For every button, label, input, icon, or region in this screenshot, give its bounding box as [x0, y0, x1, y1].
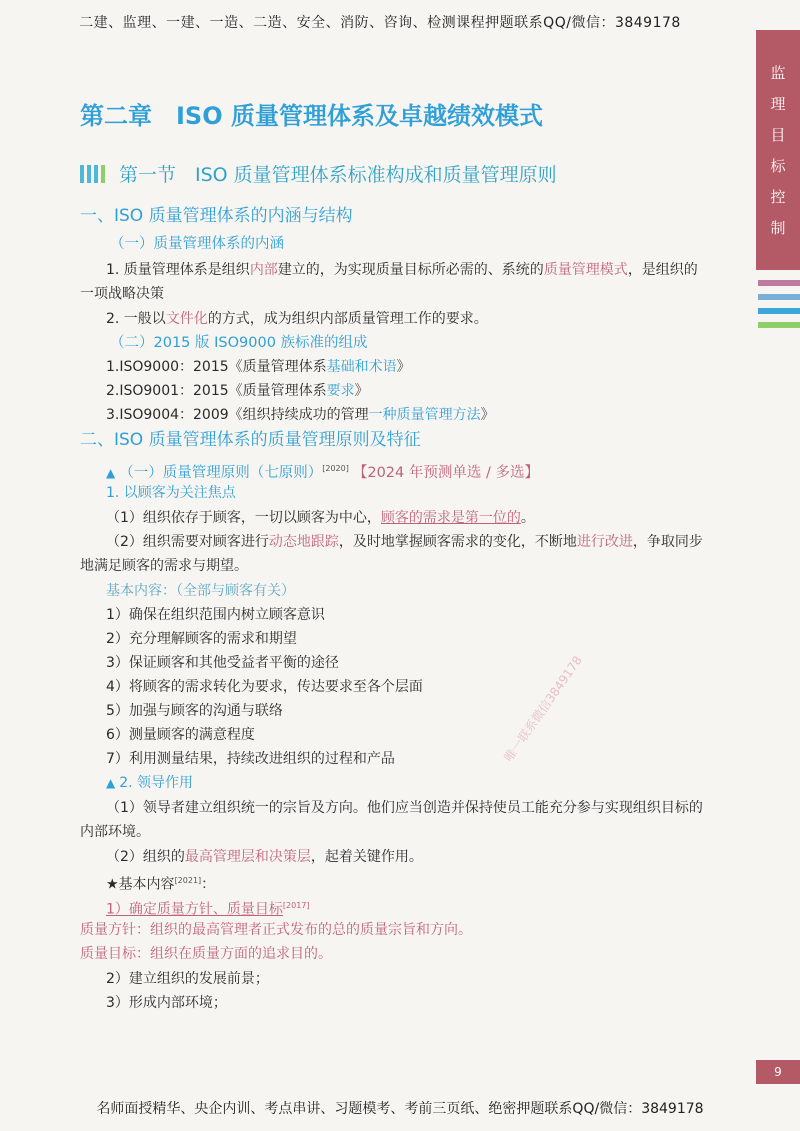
part1-paragraph1-cont: 一项战略决策 [80, 286, 164, 302]
side-stripe-pink [758, 280, 800, 286]
customer-focus-heading: 1. 以顾客为关注焦点 [106, 485, 236, 501]
list-item: 2）充分理解顾客的需求和期望 [106, 631, 297, 647]
standard-item: 1.ISO9000：2015《质量管理体系基础和术语》 [106, 359, 411, 375]
standard-item: 2.ISO9001：2015《质量管理体系要求》 [106, 383, 369, 399]
list-item: 3）保证顾客和其他受益者平衡的途径 [106, 655, 339, 671]
customer-point2: （2）组织需要对顾客进行动态地跟踪，及时地掌握顾客需求的变化，不断地进行改进，争取同步 [106, 534, 703, 550]
leadership-item3: 3）形成内部环境； [106, 995, 227, 1011]
side-tab-char: 制 [770, 219, 786, 237]
triangle-icon: ▲ [106, 465, 116, 480]
triangle-icon: ▲ [106, 776, 116, 790]
standard-item: 3.ISO9004：2009《组织持续成功的管理一种质量管理方法》 [106, 407, 495, 423]
watermark: 唯一联系微信3849178 [501, 653, 585, 765]
side-tab-char: 目 [770, 126, 786, 144]
side-stripe-blue [758, 294, 800, 300]
footer-ad: 名师面授精华、央企内训、考点串讲、习题模考、考前三页纸、绝密押题联系QQ/微信：3849178 [96, 1101, 704, 1117]
basic-content2-label: ★基本内容[2021]： [106, 876, 216, 893]
side-tab-char: 控 [770, 188, 786, 206]
part1-paragraph2: 2. 一般以文件化的方式，成为组织内部质量管理工作的要求。 [106, 311, 488, 327]
part1-heading: 一、ISO 质量管理体系的内涵与结构 [80, 206, 353, 226]
leadership-item2: 2）建立组织的发展前景； [106, 971, 269, 987]
part2-sub1: ▲ （一）质量管理原则（七原则）[2020] 【2024 年预测单选 / 多选】 [106, 464, 539, 481]
list-item: 7）利用测量结果，持续改进组织的过程和产品 [106, 751, 395, 767]
list-item: 6）测量顾客的满意程度 [106, 727, 255, 743]
header-ad: 二建、监理、一建、一造、二造、安全、消防、咨询、检测课程押题联系QQ/微信：3849178 [79, 15, 681, 31]
leadership-heading: ▲ 2. 领导作用 [106, 775, 194, 791]
quality-objective: 质量目标：组织在质量方面的追求目的。 [80, 946, 332, 962]
section-bars-icon [80, 165, 105, 183]
part1-sub1: （一）质量管理体系的内涵 [110, 236, 284, 252]
leadership-point1-cont: 内部环境。 [80, 824, 150, 840]
list-item: 4）将顾客的需求转化为要求，传达要求至各个层面 [106, 679, 423, 695]
section-title-text: 第一节 ISO 质量管理体系标准构成和质量管理原则 [119, 164, 557, 186]
leadership-point2: （2）组织的最高管理层和决策层，起着关键作用。 [106, 849, 423, 865]
side-tab-char: 标 [770, 157, 786, 175]
chapter-title: 第二章 ISO 质量管理体系及卓越绩效模式 [80, 102, 543, 130]
part1-sub2: （二）2015 版 ISO9000 族标准的组成 [110, 335, 368, 351]
quality-policy: 质量方针：组织的最高管理者正式发布的总的质量宗旨和方向。 [80, 922, 472, 938]
customer-point2-cont: 地满足顾客的需求与期望。 [80, 558, 248, 574]
part1-paragraph1: 1. 质量管理体系是组织内部建立的，为实现质量目标所必需的、系统的质量管理模式，是组织的 [106, 262, 698, 278]
customer-point1: （1）组织依存于顾客，一切以顾客为中心，顾客的需求是第一位的。 [106, 510, 535, 526]
side-tab-char: 监 [770, 64, 786, 82]
page-number: 9 [756, 1060, 800, 1084]
side-tab-char: 理 [770, 95, 786, 113]
leadership-point1: （1）领导者建立组织统一的宗旨及方向。他们应当创造并保持使员工能充分参与实现组织目标的 [106, 800, 703, 816]
leadership-item1: 1）确定质量方针、质量目标[2017] [106, 901, 310, 918]
section-title [80, 160, 557, 187]
part2-heading: 二、ISO 质量管理体系的质量管理原则及特征 [80, 430, 421, 450]
basic-content-label: 基本内容：（全部与顾客有关） [106, 583, 295, 599]
list-item: 1）确保在组织范围内树立顾客意识 [106, 607, 325, 623]
list-item: 5）加强与顾客的沟通与联络 [106, 703, 283, 719]
